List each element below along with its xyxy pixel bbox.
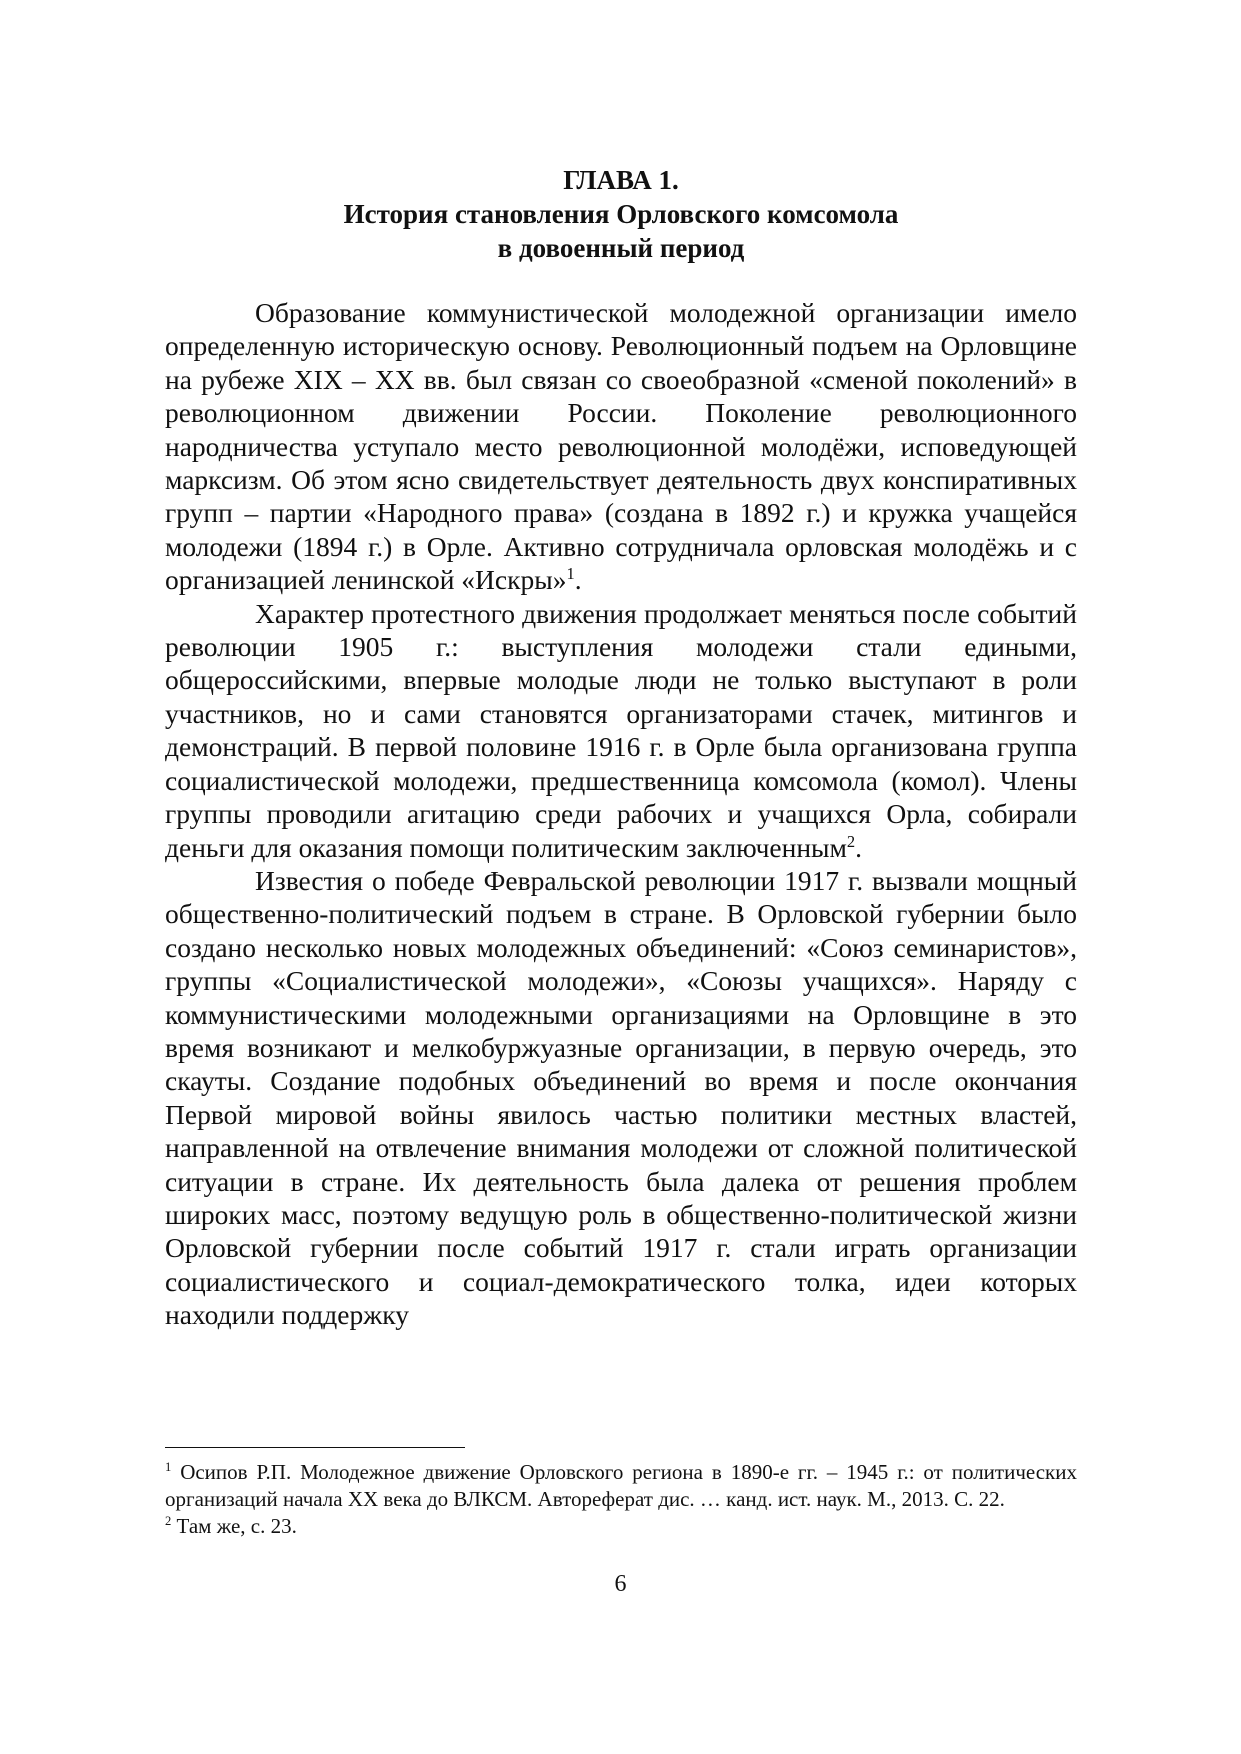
footnote-ref-1[interactable]: 1 — [566, 564, 575, 584]
footnote-2-text: Там же, с. 23. — [171, 1514, 297, 1538]
paragraph-3 — [165, 864, 1077, 1332]
footnote-2 — [165, 1513, 1077, 1540]
footnote-1-number: 1 — [165, 1460, 172, 1474]
paragraph-1-text: Образование коммунистической молодежной организации имело определенную историческую основу. Революционный подъем на Орловщине на рубеже XIX – XX вв. был связан со своеобразной «сменой поколений» в революционном движении России. Поколение революционного народничества уступало место революционной молодёжи, исповедующей марксизм. Об этом ясно свидетельствует деятельность двух конспиративных групп – партии «Народного права» (создана в 1892 г.) и кружка учащейся молодежи (1894 г.) в Орле. Активно сотрудничала орловская молодёжь и с организацией ленинской «Искры» — [165, 297, 1077, 596]
chapter-number: ГЛАВА 1. — [563, 165, 679, 195]
paragraph-1-tail: . — [574, 564, 582, 596]
paragraph-2 — [165, 597, 1077, 864]
footnote-separator — [165, 1447, 465, 1448]
chapter-title-line-1: История становления Орловского комсомола — [343, 199, 899, 229]
paragraph-1 — [165, 296, 1077, 597]
paragraph-3-text: Известия о победе Февральской революции 1917 г. вызвали мощный общественно-политический подъем в стране. В Орловской губернии было создано несколько новых молодежных объединений: «Союз семинаристов», группы «Социалистической молодежи», «Союзы учащихся». Наряду с коммунистическими молодежными организациями на Орловщине в это время возникают и мелкобуржуазные организации, в первую очередь, это скауты. Создание подобных объединений во время и после окончания Первой мировой войны явилось частью политики местных властей, направленной на отвлечение внимания молодежи от сложной политической ситуации в стране. Их деятельность была далека от решения проблем широких масс, поэтому ведущую роль в общественно-политической жизни Орловской губернии после событий 1917 г. стали играть организации социалистического и социал-демократического толка, идеи которых находили поддержку — [165, 864, 1077, 1331]
chapter-heading — [165, 163, 1077, 265]
footnote-ref-2[interactable]: 2 — [846, 831, 856, 851]
paragraph-2-tail: . — [855, 831, 863, 863]
footnote-1-text: Осипов Р.П. Молодежное движение Орловского региона в 1890-е гг. – 1945 г.: от политических организаций начала XX века до ВЛКСМ. Автореферат дис. … канд. ист. наук. М., 2013. С. 22. — [165, 1460, 1077, 1511]
body-text — [165, 296, 1077, 1332]
footnote-2-number: 2 — [165, 1514, 172, 1528]
footnote-1 — [165, 1459, 1077, 1513]
page-number: 6 — [614, 1571, 627, 1597]
footnotes — [165, 1459, 1077, 1540]
chapter-title-line-2: в довоенный период — [497, 233, 745, 263]
paragraph-2-text: Характер протестного движения продолжает меняться после событий революции 1905 г.: выступления молодежи стали едиными, общероссийскими, впервые молодые люди не только выступают в роли участников, но и сами становятся организаторами стачек, митингов и демонстраций. В первой половине 1916 г. в Орле была организована группа социалистической молодежи, предшественница комсомола (комол). Члены группы проводили агитацию среди рабочих и учащихся Орла, собирали деньги для оказания помощи политическим заключенным — [165, 597, 1077, 863]
